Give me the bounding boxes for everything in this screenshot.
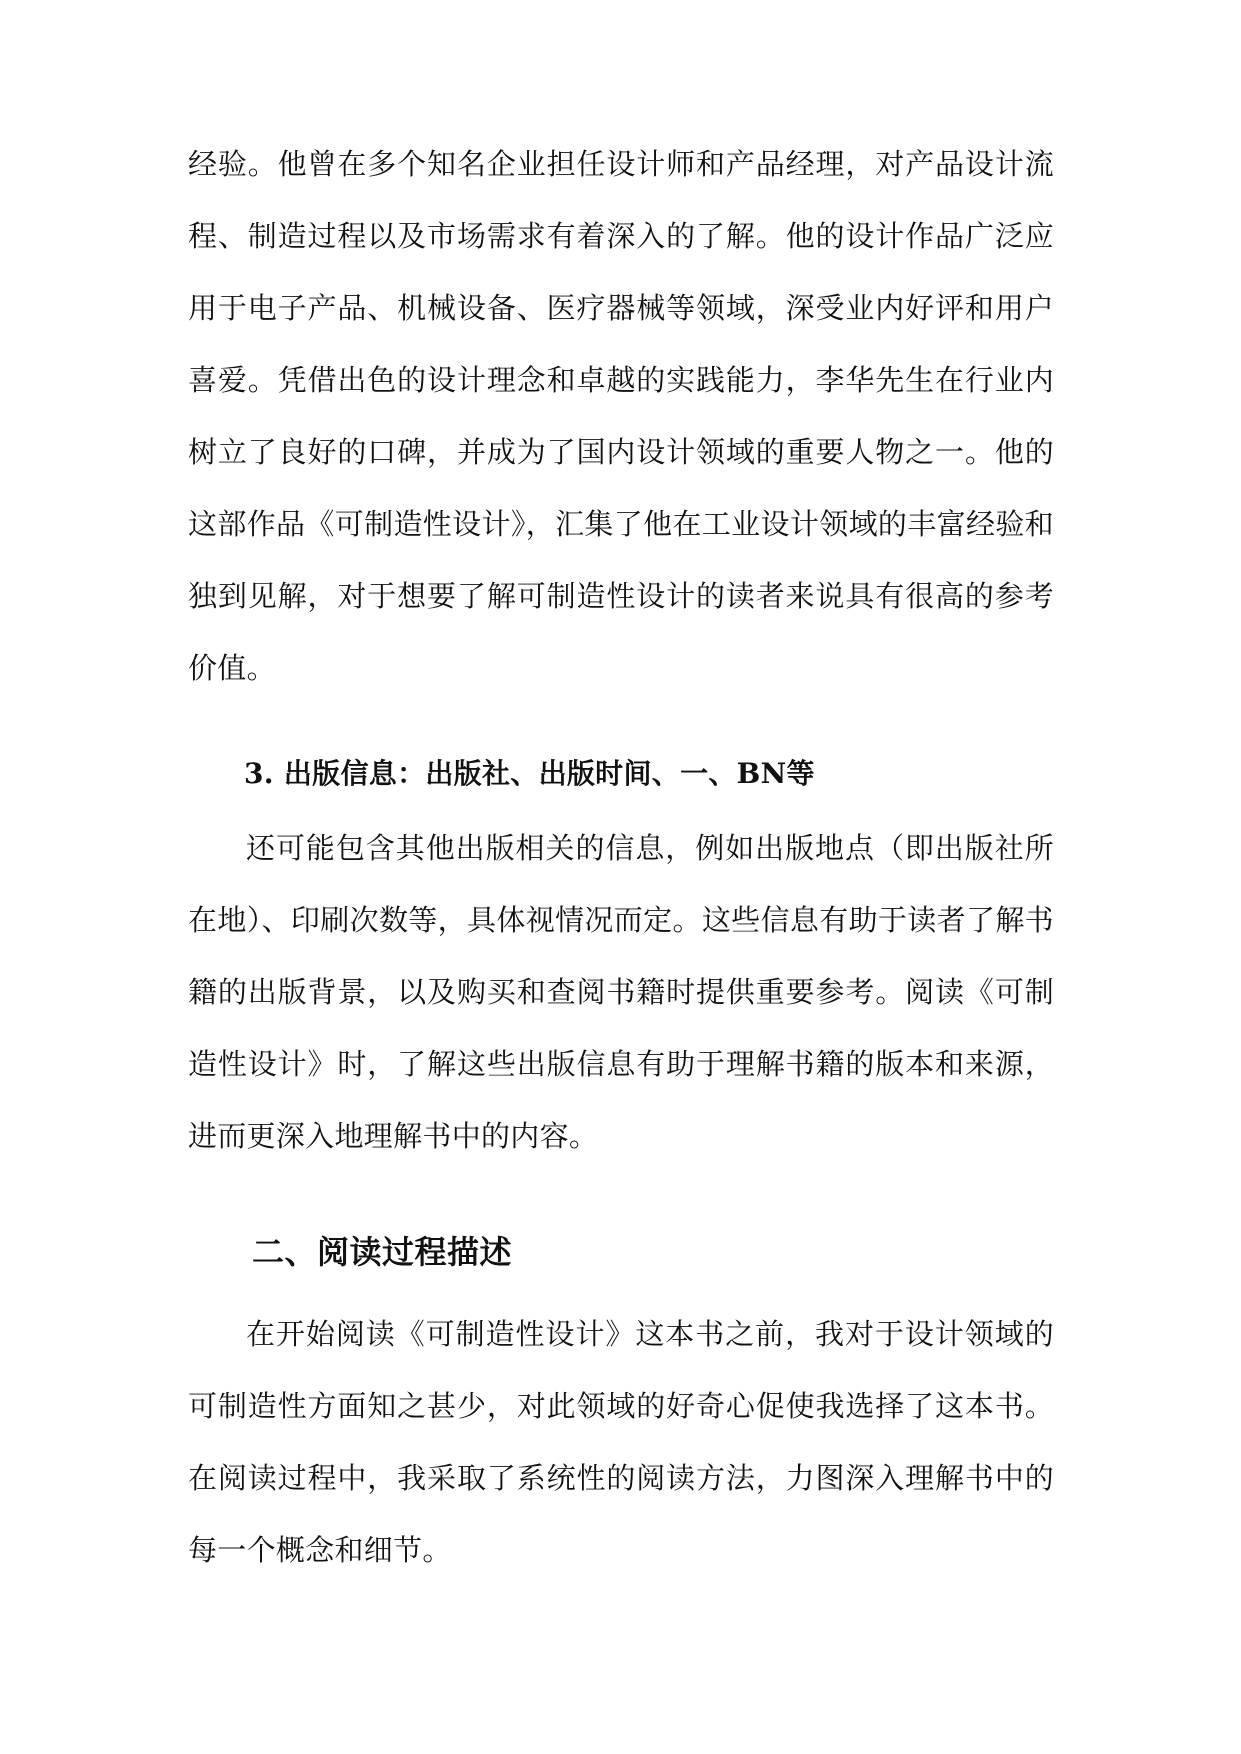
paragraph-author-background: 经验。他曾在多个知名企业担任设计师和产品经理，对产品设计流程、制造过程以及市场需求有着深入的了解。他的设计作品广泛应用于电子产品、机械设备、医疗器械等领域，深受业内好评和用户喜爱。凭借出色的设计理念和卓越的实践能力，李华先生在行业内树立了良好的口碑，并成为了国内设计领域的重要人物之一。他的这部作品《可制造性设计》，汇集了他在工业设计领域的丰富经验和独到见解，对于想要了解可制造性设计的读者来说具有很高的参考价值。 — [188, 147, 1054, 685]
page-content — [188, 128, 1054, 1586]
paragraph-reading-process: 在开始阅读《可制造性设计》这本书之前，我对于设计领域的可制造性方面知之甚少，对此领域的好奇心促使我选择了这本书。在阅读过程中，我采取了系统性的阅读方法，力图深入理解书中的每一个概念和细节。 — [188, 1317, 1054, 1567]
subheading-publication-info: 3. 出版信息：出版社、出版时间、一、BN等 — [244, 757, 815, 790]
section-heading-reading-process: 二、阅读过程描述 — [252, 1233, 513, 1271]
paragraph-publication-details: 还可能包含其他出版相关的信息，例如出版地点（即出版社所在地）、印刷次数等，具体视情况而定。这些信息有助于读者了解书籍的出版背景，以及购买和查阅书籍时提供重要参考。阅读《可制造性设计》时，了解这些出版信息有助于理解书籍的版本和来源，进而更深入地理解书中的内容。 — [188, 831, 1054, 1153]
